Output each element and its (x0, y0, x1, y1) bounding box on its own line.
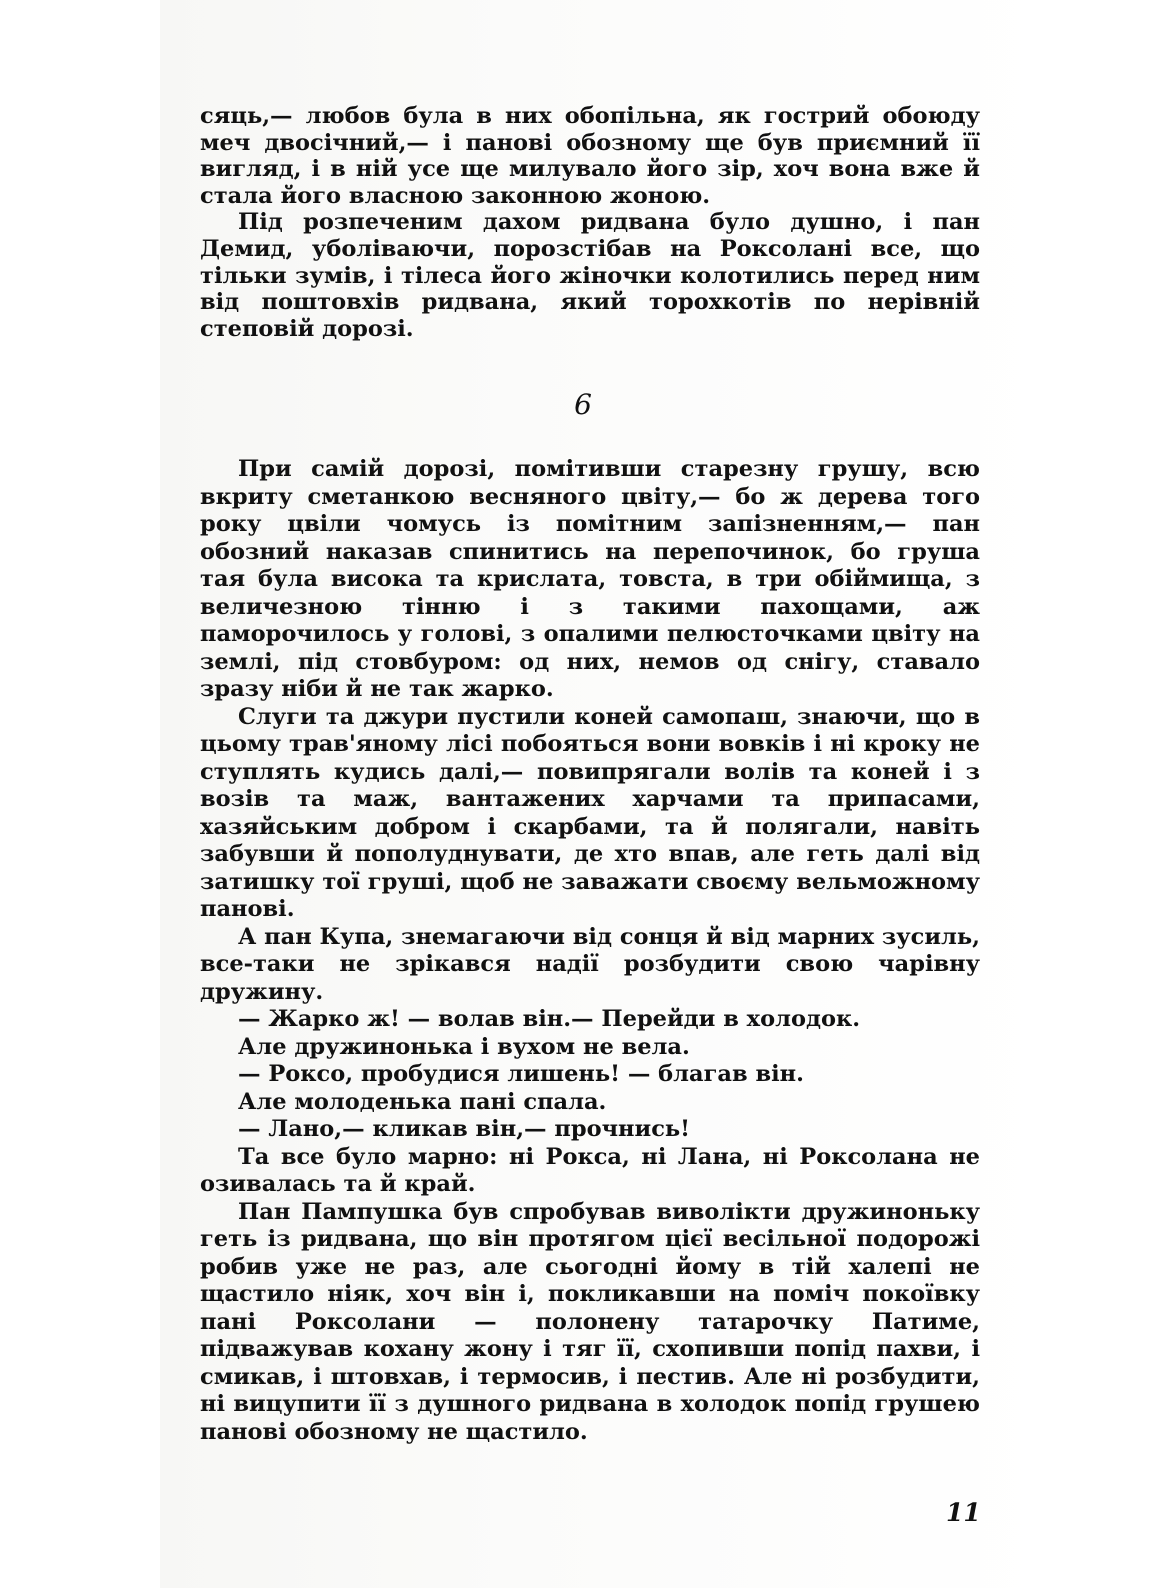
paragraph: При самій дорозі, помітивши старезну грушу, всю вкриту сметанкою весняного цвіту,— бо ж дерева того року цвіли чомусь із помітним запізненням,— пан обозний наказав спинитись на перепочинок, бо груша тая була висока та крислата, товста, в три обіймища, з величезною тінню і з такими пахощами, аж паморочилось у голові, з опалими пелюсточками цвіту на землі, під стовбуром: од них, немов од снігу, ставало зразу ніби й не так жарко. (200, 456, 980, 702)
chapter-number: 6 (574, 388, 592, 421)
dialogue-line: — Лано,— кликав він,— прочнись! (238, 1116, 691, 1142)
paragraph: Пан Пампушка був спробував виволікти дружиноньку геть із ридвана, що він протягом цієї весільної подорожі робив уже не раз, але сьогодні йому в тій халепі не щастило ніяк, хоч він і, покликавши на поміч покоївку пані Роксолани — полонену татарочку Патиме, підважував кохану жону і тяг її, схопивши попід пахви, і смикав, і штовхав, і термосив, і пестив. Але ні розбудити, ні вицупити її з душного ридвана в холодок попід грушею панові обозному не щастило. (200, 1198, 980, 1445)
dialogue-line: Але дружинонька і вухом не вела. (238, 1033, 690, 1060)
paragraph: А пан Купа, знемагаючи від сонця й від марних зусиль, все-таки не зрікався надії розбудити свою чарівну дружину. (200, 923, 980, 1005)
paragraph-continuation: сяць,— любов була в них обопільна, як гострий обоюду меч двосічний,— і панові обозному ще був приємний її вигляд, і в ній усе ще милувало його зір, хоч вона вже й стала його власною законною жоною. (200, 103, 980, 209)
top-text-block (200, 103, 980, 342)
dialogue-line: Але молоденька пані спала. (238, 1088, 607, 1115)
paragraph: Під розпеченим дахом ридвана було душно, і пан Демид, уболіваючи, порозстібав на Роксолані все, що тільки зумів, і тілеса його жіночки колотились перед ним від поштовхів ридвана, який торохкотів по нерівній степовій дорозі. (200, 209, 980, 342)
page-number: 11 (946, 1498, 981, 1527)
paragraph: Та все було марно: ні Рокса, ні Лана, ні Роксолана не озивалась та й край. (200, 1143, 980, 1197)
main-text-block (200, 456, 980, 1446)
dialogue-line: — Жарко ж! — волав він.— Перейди в холодок. (238, 1006, 861, 1032)
dialogue-line: — Роксо, пробудися лишень! — благав він. (238, 1061, 804, 1087)
paragraph: Слуги та джури пустили коней самопаш, знаючи, що в цьому трав'яному лісі побояться вони вовків і ні кроку не ступлять кудись далі,— повипрягали волів та коней і з возів та маж, вантажених харчами та припасами, хазяйським добром і скарбами, та й полягали, навіть забувши й пополуднувати, де хто впав, але геть далі від затишку тої груші, щоб не заважати своєму вельможному панові. (200, 703, 980, 922)
